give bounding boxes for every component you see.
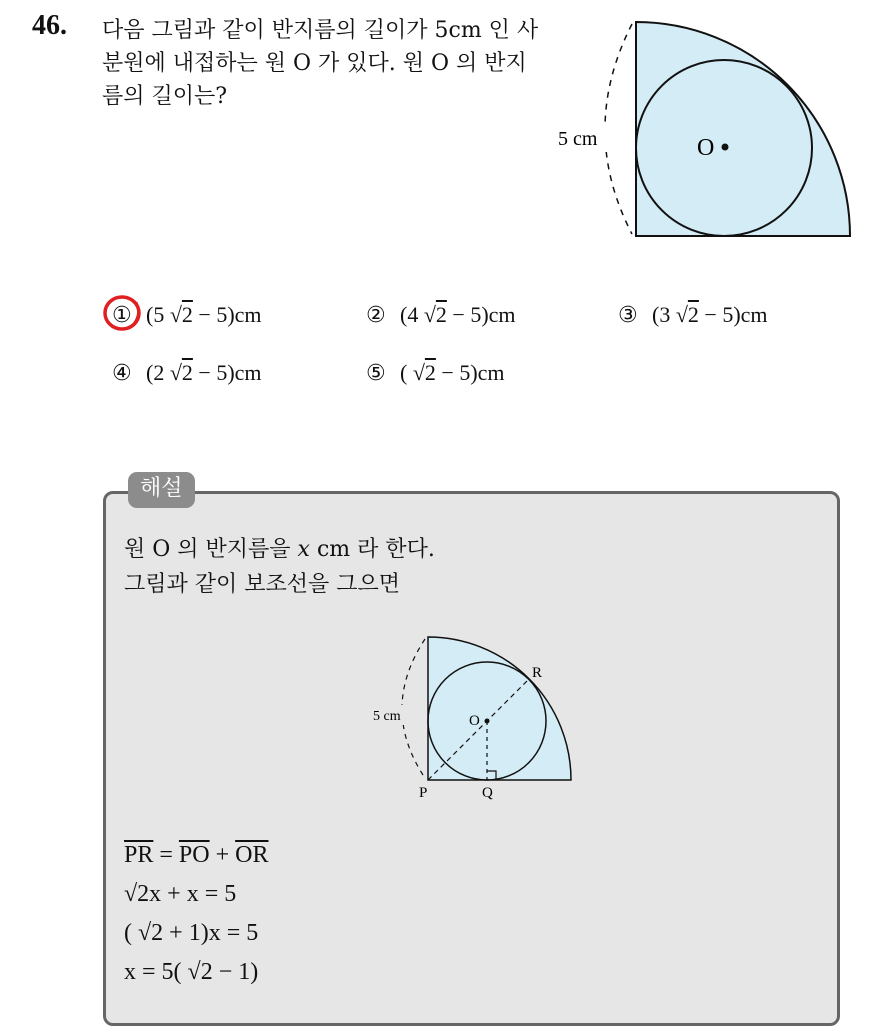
choice-5-number: ⑤ <box>366 361 386 386</box>
sqrt-symbol: √ <box>675 302 688 327</box>
solution-line-1: 원 O 의 반지름을 x cm 라 한다. <box>124 537 435 562</box>
choice-4-number: ④ <box>112 361 132 386</box>
label-R: R <box>532 665 543 681</box>
solution-center-dot <box>485 719 490 724</box>
center-label: O <box>697 135 715 161</box>
equation-3: ( √2 + 1)x = 5 <box>124 920 259 946</box>
choice-5[interactable]: ⑤ ( √2 − 5)cm <box>366 360 505 386</box>
radius-label: 5 cm <box>558 128 598 150</box>
solution-tag: 해설 <box>128 472 195 508</box>
choice-2[interactable]: ② (4 √2 − 5)cm <box>366 302 516 328</box>
label-O: O <box>469 713 480 729</box>
solution-line-2: 그림과 같이 보조선을 그으면 <box>124 572 401 597</box>
choice-1-number: ① <box>112 303 132 328</box>
sqrt-symbol: √ <box>423 302 436 327</box>
solution-radius-label: 5 cm <box>373 709 401 724</box>
label-P: P <box>419 785 428 801</box>
quarter-circle-region <box>636 22 850 236</box>
sqrt-symbol: √ <box>412 360 425 385</box>
choice-3-number: ③ <box>618 303 638 328</box>
solution-figure <box>355 625 585 805</box>
sqrt-symbol: √ <box>169 302 182 327</box>
quarter-circle-figure <box>550 10 860 250</box>
equation-2: √2x + x = 5 <box>124 881 237 907</box>
choice-2-number: ② <box>366 303 386 328</box>
equation-1: $\overline{PR} = \overline{PO} + \overline{OR}$ <box>124 842 269 868</box>
center-dot <box>722 144 729 151</box>
label-Q: Q <box>482 785 493 801</box>
choice-1[interactable]: ① (5 √2 − 5)cm <box>112 302 262 328</box>
choice-3[interactable]: ③ (3 √2 − 5)cm <box>618 302 768 328</box>
sqrt-symbol: √ <box>169 360 182 385</box>
question-number: 46. <box>32 10 67 41</box>
equation-4: x = 5( √2 − 1) <box>124 959 259 985</box>
choice-4[interactable]: ④ (2 √2 − 5)cm <box>112 360 262 386</box>
question-text: 다음 그림과 같이 반지름의 길이가 5cm 인 사분원에 내접하는 원 O 가 있다. 원 O 의 반지름의 길이는? <box>102 18 539 109</box>
